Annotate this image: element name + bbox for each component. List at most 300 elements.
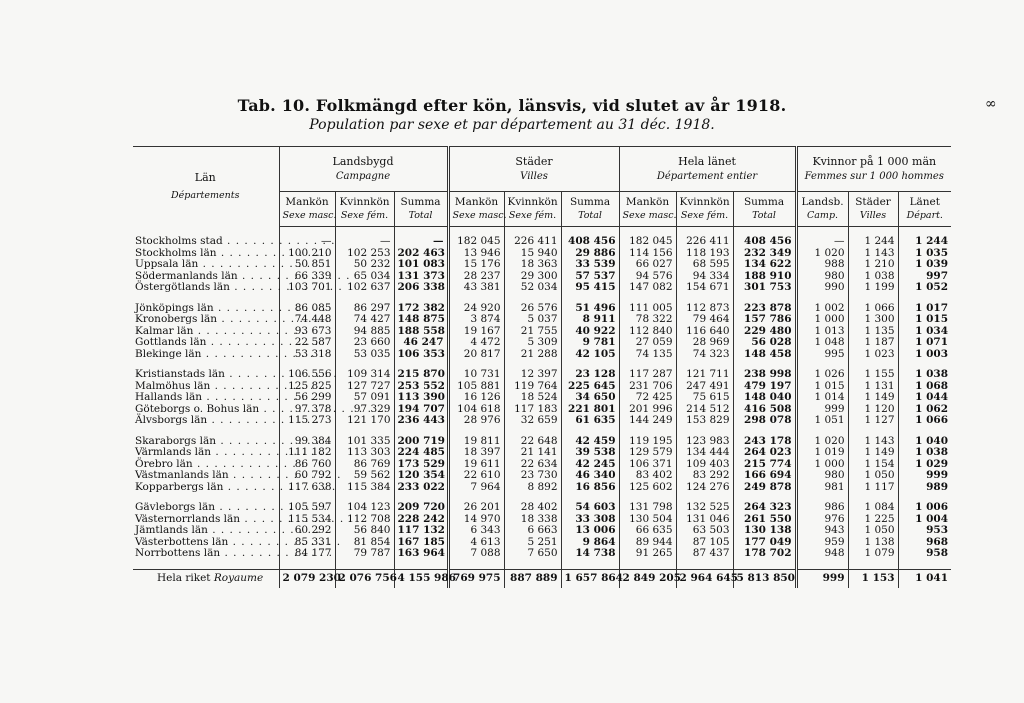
- table-cell: 1 143: [848, 248, 898, 260]
- table-cell: 56 028: [733, 337, 796, 349]
- table-cell: 1 149: [848, 447, 898, 459]
- table-cell: 989: [898, 482, 951, 494]
- table-cell: 1 000: [796, 459, 848, 471]
- table-cell: 18 338: [504, 514, 561, 526]
- table-cell: 134 444: [676, 447, 733, 459]
- table-cell: 109 403: [676, 459, 733, 471]
- table-cell: 1 244: [898, 236, 951, 248]
- table-cell: 1 079: [848, 548, 898, 560]
- table-cell: 119 195: [619, 436, 676, 448]
- table-cell: 105 881: [448, 381, 504, 393]
- table-cell: 42 459: [561, 436, 619, 448]
- table-cell: 28 237: [448, 271, 504, 283]
- table-cell: 148 875: [394, 314, 448, 326]
- table-cell: 229 480: [733, 326, 796, 338]
- table-cell: 26 576: [504, 303, 561, 315]
- table-cell: 209 720: [394, 502, 448, 514]
- table-cell: 215 870: [394, 369, 448, 381]
- table-row: [133, 314, 951, 326]
- table-cell: 1 131: [848, 381, 898, 393]
- table-row: [133, 349, 951, 361]
- table-cell: 22 610: [448, 470, 504, 482]
- lan-name: Jämtlands län . . .: [133, 525, 279, 537]
- table-cell: 87 105: [676, 537, 733, 549]
- table-cell: 97 378: [279, 404, 335, 416]
- table-cell: 28 402: [504, 502, 561, 514]
- table-cell: 997: [898, 271, 951, 283]
- table-cell: 29 886: [561, 248, 619, 260]
- table-cell: —: [279, 236, 335, 248]
- table-cell: 56 840: [335, 525, 394, 537]
- table-cell: 86 769: [335, 459, 394, 471]
- table-cell: 85 331: [279, 537, 335, 549]
- table-cell: 228 242: [394, 514, 448, 526]
- table-cell: 112 708: [335, 514, 394, 526]
- table-cell: 163 964: [394, 548, 448, 560]
- table-cell: 83 292: [676, 470, 733, 482]
- table-cell: 225 645: [561, 381, 619, 393]
- table-cell: 236 443: [394, 415, 448, 427]
- table-cell: 68 595: [676, 259, 733, 271]
- table-cell: 130 504: [619, 514, 676, 526]
- table-cell: 247 491: [676, 381, 733, 393]
- table-cell: 46 247: [394, 337, 448, 349]
- table-cell: 28 969: [676, 337, 733, 349]
- table-cell: 4 472: [448, 337, 504, 349]
- table-cell: 123 983: [676, 436, 733, 448]
- table-cell: 129 579: [619, 447, 676, 459]
- table-cell: 54 603: [561, 502, 619, 514]
- table-cell: 188 910: [733, 271, 796, 283]
- table-cell: 253 552: [394, 381, 448, 393]
- table-cell: 81 854: [335, 537, 394, 549]
- table-cell: 134 622: [733, 259, 796, 271]
- table-cell: 127 727: [335, 381, 394, 393]
- lan-name: Östergötlands län . . .: [133, 282, 279, 294]
- column-header: Kvinnkön Sexe fém.: [335, 192, 394, 227]
- table-cell: 124 276: [676, 482, 733, 494]
- table-cell: 29 300: [504, 271, 561, 283]
- table-cell: 112 873: [676, 303, 733, 315]
- table-cell: 131 798: [619, 502, 676, 514]
- table-cell: 117 183: [504, 404, 561, 416]
- table-cell: 408 456: [561, 236, 619, 248]
- table-cell: 72 425: [619, 392, 676, 404]
- table-cell: 93 673: [279, 326, 335, 338]
- table-cell: 988: [796, 259, 848, 271]
- table-cell: 148 458: [733, 349, 796, 361]
- table-cell: 131 046: [676, 514, 733, 526]
- table-cell: 101 083: [394, 259, 448, 271]
- table-cell: 23 128: [561, 369, 619, 381]
- table-cell: 23 660: [335, 337, 394, 349]
- table-row: [133, 470, 951, 482]
- table-cell: 1 050: [848, 525, 898, 537]
- table-cell: 4 613: [448, 537, 504, 549]
- table-cell: 1 048: [796, 337, 848, 349]
- group-header-kvinnor: Kvinnor på 1 000 män Femmes sur 1 000 hommes: [796, 147, 951, 192]
- table-cell: 1 020: [796, 248, 848, 260]
- total-cell: 2 964 645: [676, 569, 733, 588]
- table-cell: 214 512: [676, 404, 733, 416]
- table-cell: 19 811: [448, 436, 504, 448]
- table-cell: 226 411: [504, 236, 561, 248]
- table-cell: 63 503: [676, 525, 733, 537]
- table-cell: 43 381: [448, 282, 504, 294]
- table-cell: 105 597: [279, 502, 335, 514]
- table-cell: 21 141: [504, 447, 561, 459]
- total-cell: 1 041: [898, 569, 951, 588]
- table-cell: 182 045: [619, 236, 676, 248]
- table-cell: 223 878: [733, 303, 796, 315]
- table-cell: 224 485: [394, 447, 448, 459]
- table-cell: 1 026: [796, 369, 848, 381]
- table-cell: 182 045: [448, 236, 504, 248]
- table-cell: 57 537: [561, 271, 619, 283]
- table-cell: 59 562: [335, 470, 394, 482]
- table-cell: 21 755: [504, 326, 561, 338]
- table-cell: 66 339: [279, 271, 335, 283]
- lan-name: Hallands län . . .: [133, 392, 279, 404]
- table-cell: 94 576: [619, 271, 676, 283]
- table-cell: 1 000: [796, 314, 848, 326]
- lan-name: Kopparbergs län . . .: [133, 482, 279, 494]
- lan-name: Kalmar län . . .: [133, 326, 279, 338]
- table-cell: 1 006: [898, 502, 951, 514]
- table-row: [133, 447, 951, 459]
- column-header: Städer Villes: [848, 192, 898, 227]
- table-cell: 1 210: [848, 259, 898, 271]
- table-cell: 60 792: [279, 470, 335, 482]
- table-cell: 22 634: [504, 459, 561, 471]
- table-cell: 52 034: [504, 282, 561, 294]
- table-cell: 22 587: [279, 337, 335, 349]
- table-cell: 131 373: [394, 271, 448, 283]
- table-cell: 1 029: [898, 459, 951, 471]
- table-cell: 19 611: [448, 459, 504, 471]
- table-cell: 34 650: [561, 392, 619, 404]
- table-cell: 1 066: [848, 303, 898, 315]
- table-cell: 264 023: [733, 447, 796, 459]
- table-cell: 84 177: [279, 548, 335, 560]
- table-cell: 18 524: [504, 392, 561, 404]
- table-cell: 148 040: [733, 392, 796, 404]
- table-cell: 238 998: [733, 369, 796, 381]
- table-cell: 9 864: [561, 537, 619, 549]
- table-cell: 416 508: [733, 404, 796, 416]
- table-cell: 86 085: [279, 303, 335, 315]
- table-cell: 19 167: [448, 326, 504, 338]
- table-cell: 1 002: [796, 303, 848, 315]
- table-cell: 118 193: [676, 248, 733, 260]
- table-cell: 65 034: [335, 271, 394, 283]
- total-row: [133, 569, 951, 588]
- table-cell: 20 817: [448, 349, 504, 361]
- table-cell: 21 288: [504, 349, 561, 361]
- table-cell: 249 878: [733, 482, 796, 494]
- table-cell: 119 764: [504, 381, 561, 393]
- lan-name: Värmlands län . . .: [133, 447, 279, 459]
- table-cell: 94 334: [676, 271, 733, 283]
- table-cell: 1 068: [898, 381, 951, 393]
- table-row: [133, 236, 951, 248]
- table-cell: 74 323: [676, 349, 733, 361]
- table-cell: 1 225: [848, 514, 898, 526]
- table-cell: 114 156: [619, 248, 676, 260]
- table-cell: 1 015: [898, 314, 951, 326]
- table-cell: 24 920: [448, 303, 504, 315]
- table-cell: 6 343: [448, 525, 504, 537]
- table-cell: 1 044: [898, 392, 951, 404]
- table-cell: 233 022: [394, 482, 448, 494]
- table-cell: 53 318: [279, 349, 335, 361]
- lan-name: Uppsala län . . .: [133, 259, 279, 271]
- table-cell: 178 702: [733, 548, 796, 560]
- table-cell: 95 415: [561, 282, 619, 294]
- table-cell: 33 308: [561, 514, 619, 526]
- table-cell: 86 760: [279, 459, 335, 471]
- table-cell: 1 066: [898, 415, 951, 427]
- table-cell: —: [335, 236, 394, 248]
- table-cell: 154 671: [676, 282, 733, 294]
- lan-name: Västernorrlands län . . .: [133, 514, 279, 526]
- table-cell: 102 637: [335, 282, 394, 294]
- table-row: [133, 502, 951, 514]
- table-cell: 1 154: [848, 459, 898, 471]
- table-cell: 261 550: [733, 514, 796, 526]
- table-cell: 115 273: [279, 415, 335, 427]
- table-cell: 1 071: [898, 337, 951, 349]
- table-cell: 15 176: [448, 259, 504, 271]
- lan-name: Kristianstads län . . .: [133, 369, 279, 381]
- table-cell: 202 463: [394, 248, 448, 260]
- table-cell: 976: [796, 514, 848, 526]
- total-label: Hela riket Royaume: [133, 569, 279, 588]
- table-cell: 995: [796, 349, 848, 361]
- table-cell: 50 232: [335, 259, 394, 271]
- table-cell: 56 299: [279, 392, 335, 404]
- lan-name: Västerbottens län . . .: [133, 537, 279, 549]
- lan-name: Västmanlands län . . .: [133, 470, 279, 482]
- table-cell: 1 155: [848, 369, 898, 381]
- lan-name: Gottlands län . . .: [133, 337, 279, 349]
- table-cell: 42 105: [561, 349, 619, 361]
- table-cell: 1 187: [848, 337, 898, 349]
- table-cell: 8 892: [504, 482, 561, 494]
- total-cell: 1 153: [848, 569, 898, 588]
- table-cell: 28 976: [448, 415, 504, 427]
- lan-name: Örebro län . . .: [133, 459, 279, 471]
- total-cell: 2 076 756: [335, 569, 394, 588]
- table-cell: 1 038: [848, 271, 898, 283]
- table-cell: 167 185: [394, 537, 448, 549]
- table-cell: 94 885: [335, 326, 394, 338]
- table-cell: 112 840: [619, 326, 676, 338]
- table-cell: 1 019: [796, 447, 848, 459]
- column-header: Mankön Sexe masc.: [279, 192, 335, 227]
- table-cell: 113 390: [394, 392, 448, 404]
- table-cell: 1 135: [848, 326, 898, 338]
- table-cell: 959: [796, 537, 848, 549]
- lan-name: Jönköpings län . . .: [133, 303, 279, 315]
- corner-mark: ∞: [985, 96, 997, 112]
- table-cell: 948: [796, 548, 848, 560]
- table-cell: 104 618: [448, 404, 504, 416]
- table-cell: 104 123: [335, 502, 394, 514]
- table-cell: 1 120: [848, 404, 898, 416]
- table-cell: 125 825: [279, 381, 335, 393]
- table-cell: 13 006: [561, 525, 619, 537]
- table-cell: 1 143: [848, 436, 898, 448]
- total-cell: 769 975: [448, 569, 504, 588]
- table-cell: 97 329: [335, 404, 394, 416]
- table-cell: 153 829: [676, 415, 733, 427]
- table-cell: 50 851: [279, 259, 335, 271]
- table-cell: 113 303: [335, 447, 394, 459]
- table-cell: 990: [796, 282, 848, 294]
- table-cell: 999: [898, 470, 951, 482]
- table-cell: 15 940: [504, 248, 561, 260]
- table-cell: 194 707: [394, 404, 448, 416]
- table-cell: 111 182: [279, 447, 335, 459]
- lan-header: Län Départements: [133, 147, 279, 227]
- table-cell: 177 049: [733, 537, 796, 549]
- table-cell: 1 062: [898, 404, 951, 416]
- table-cell: 1 199: [848, 282, 898, 294]
- table-subtitle: Population par sexe et par département au 31 déc. 1918.: [309, 117, 715, 133]
- table-cell: 78 322: [619, 314, 676, 326]
- table-cell: 1 149: [848, 392, 898, 404]
- table-cell: 980: [796, 470, 848, 482]
- lan-name: Skaraborgs län . . .: [133, 436, 279, 448]
- column-header: Summa Total: [561, 192, 619, 227]
- column-header: Landsb. Camp.: [796, 192, 848, 227]
- column-header: Kvinnkön Sexe fém.: [676, 192, 733, 227]
- table-cell: 943: [796, 525, 848, 537]
- group-header-stader: Städer Villes: [448, 147, 619, 192]
- table-row: [133, 259, 951, 271]
- table-row: [133, 392, 951, 404]
- table-cell: 121 170: [335, 415, 394, 427]
- table-cell: 14 970: [448, 514, 504, 526]
- table-cell: 79 464: [676, 314, 733, 326]
- table-title: Tab. 10. Folkmängd efter kön, länsvis, vid slutet av år 1918.: [237, 96, 787, 115]
- table-cell: 111 005: [619, 303, 676, 315]
- lan-name: Älvsborgs län . . .: [133, 415, 279, 427]
- table-cell: 91 265: [619, 548, 676, 560]
- column-header: Mankön Sexe masc.: [619, 192, 676, 227]
- table-cell: 1 300: [848, 314, 898, 326]
- table-cell: 27 059: [619, 337, 676, 349]
- table-cell: 74 427: [335, 314, 394, 326]
- table-cell: 1 127: [848, 415, 898, 427]
- table-cell: 115 534: [279, 514, 335, 526]
- table-cell: 1 040: [898, 436, 951, 448]
- table-cell: 1 244: [848, 236, 898, 248]
- table-cell: 232 349: [733, 248, 796, 260]
- table-cell: 103 701: [279, 282, 335, 294]
- table-cell: 980: [796, 271, 848, 283]
- table-cell: 1 052: [898, 282, 951, 294]
- table-cell: 9 781: [561, 337, 619, 349]
- table-cell: 172 382: [394, 303, 448, 315]
- table-cell: 40 922: [561, 326, 619, 338]
- column-header: Summa Total: [733, 192, 796, 227]
- table-cell: 7 650: [504, 548, 561, 560]
- table-cell: 22 648: [504, 436, 561, 448]
- table-cell: 39 538: [561, 447, 619, 459]
- table-cell: 201 996: [619, 404, 676, 416]
- table-cell: 101 335: [335, 436, 394, 448]
- table-cell: 7 964: [448, 482, 504, 494]
- table-cell: 74 135: [619, 349, 676, 361]
- lan-name: Gävleborgs län . . .: [133, 502, 279, 514]
- table-cell: 1 014: [796, 392, 848, 404]
- table-cell: —: [394, 236, 448, 248]
- table-cell: 1 039: [898, 259, 951, 271]
- table-cell: 87 437: [676, 548, 733, 560]
- table-cell: —: [796, 236, 848, 248]
- table-cell: 1 117: [848, 482, 898, 494]
- table-cell: 144 249: [619, 415, 676, 427]
- table-cell: 981: [796, 482, 848, 494]
- table-cell: 130 138: [733, 525, 796, 537]
- table-cell: 18 363: [504, 259, 561, 271]
- table-cell: 1 017: [898, 303, 951, 315]
- table-cell: 125 602: [619, 482, 676, 494]
- total-cell: 999: [796, 569, 848, 588]
- table-cell: 1 034: [898, 326, 951, 338]
- table-cell: 57 091: [335, 392, 394, 404]
- table-cell: 46 340: [561, 470, 619, 482]
- table-cell: 61 635: [561, 415, 619, 427]
- lan-name: Norrbottens län . . .: [133, 548, 279, 560]
- table-row: [133, 337, 951, 349]
- table-cell: 200 719: [394, 436, 448, 448]
- table-cell: 188 558: [394, 326, 448, 338]
- table-cell: 6 663: [504, 525, 561, 537]
- table-cell: 1 004: [898, 514, 951, 526]
- table-cell: 79 787: [335, 548, 394, 560]
- table-cell: 1 038: [898, 369, 951, 381]
- table-cell: 3 874: [448, 314, 504, 326]
- group-header-hela-lanet: Hela länet Département entier: [619, 147, 796, 192]
- table-cell: 147 082: [619, 282, 676, 294]
- table-cell: 66 635: [619, 525, 676, 537]
- table-cell: 16 126: [448, 392, 504, 404]
- lan-name: Kronobergs län . . .: [133, 314, 279, 326]
- table-cell: 115 384: [335, 482, 394, 494]
- table-cell: 13 946: [448, 248, 504, 260]
- table-cell: 986: [796, 502, 848, 514]
- total-cell: 2 079 230: [279, 569, 335, 588]
- table-cell: 51 496: [561, 303, 619, 315]
- table-cell: 206 338: [394, 282, 448, 294]
- table-cell: 102 253: [335, 248, 394, 260]
- table-cell: 8 911: [561, 314, 619, 326]
- table-cell: 999: [796, 404, 848, 416]
- lan-name: Malmöhus län . . .: [133, 381, 279, 393]
- table-row: [133, 525, 951, 537]
- table-cell: 1 038: [898, 447, 951, 459]
- table-row: [133, 415, 951, 427]
- table-cell: 117 287: [619, 369, 676, 381]
- table-cell: 109 314: [335, 369, 394, 381]
- total-cell: 5 813 850: [733, 569, 796, 588]
- table-cell: 1 050: [848, 470, 898, 482]
- table-cell: 106 556: [279, 369, 335, 381]
- table-cell: 26 201: [448, 502, 504, 514]
